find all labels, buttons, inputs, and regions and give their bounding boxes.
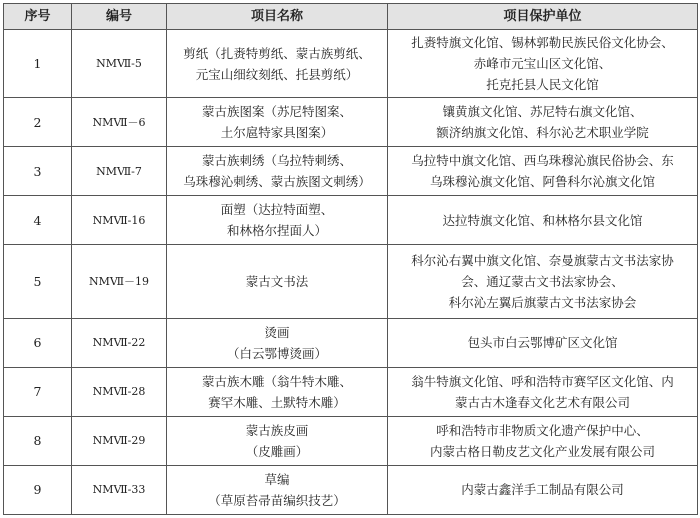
- cell-unit: [388, 245, 698, 319]
- table-row: [4, 318, 698, 367]
- cell-code: NMⅦ-7: [72, 147, 167, 196]
- unit-line: 额济纳旗文化馆、科尔沁艺术职业学院: [436, 125, 649, 141]
- cell-name: [167, 98, 388, 147]
- cell-code: NMⅦ-29: [72, 416, 167, 465]
- name-line: 面塑（达拉特面塑、: [220, 202, 334, 218]
- unit-line: 达拉特旗文化馆、和林格尔县文化馆: [442, 212, 643, 228]
- cell-seq: 5: [4, 245, 72, 319]
- cell-unit: [388, 98, 698, 147]
- name-line: 和林格尔捏面人）: [226, 223, 327, 239]
- name-line: （白云鄂博烫画）: [226, 345, 327, 361]
- cell-unit: [388, 30, 698, 98]
- name-line: 蒙古族木雕（翁牛特木雕、: [201, 373, 352, 389]
- name-line: （皮雕画）: [245, 443, 309, 459]
- cell-code: NMⅦ-33: [72, 465, 167, 514]
- unit-line: 乌拉特中旗文化馆、西乌珠穆沁旗民俗协会、东: [411, 153, 674, 169]
- table-row: [4, 98, 698, 147]
- cell-seq: 6: [4, 318, 72, 367]
- table-row: [4, 245, 698, 319]
- header-seq: 序号: [4, 4, 72, 30]
- cell-code: NMⅦ－19: [72, 245, 167, 319]
- cell-unit: [388, 147, 698, 196]
- name-line: 乌珠穆沁刺绣、蒙古族图文刺绣）: [183, 174, 371, 190]
- cell-name: [167, 416, 388, 465]
- unit-line: 内蒙古格日勒皮艺文化产业发展有限公司: [429, 443, 655, 459]
- heritage-table: [3, 3, 698, 515]
- name-line: 草编: [264, 471, 290, 487]
- cell-name: [167, 30, 388, 98]
- cell-seq: 2: [4, 98, 72, 147]
- header-unit: 项目保护单位: [388, 4, 698, 30]
- cell-seq: 8: [4, 416, 72, 465]
- table-row: [4, 196, 698, 245]
- cell-name: [167, 367, 388, 416]
- name-line: 元宝山细纹刻纸、托县剪纸）: [195, 66, 359, 82]
- name-line: 赛罕木雕、土默特木雕）: [208, 394, 346, 410]
- cell-code: NMⅦ－6: [72, 98, 167, 147]
- header-row: [4, 4, 698, 30]
- unit-line: 内蒙古鑫洋手工制品有限公司: [461, 482, 624, 498]
- cell-unit: [388, 196, 698, 245]
- cell-unit: [388, 416, 698, 465]
- name-line: 土尔扈特家具图案）: [220, 125, 334, 141]
- name-line: 蒙古族刺绣（乌拉特刺绣、: [201, 153, 352, 169]
- table-row: [4, 465, 698, 514]
- cell-code: NMⅦ-28: [72, 367, 167, 416]
- name-line: （草原苔帚苗编织技艺）: [208, 492, 346, 508]
- cell-seq: 4: [4, 196, 72, 245]
- cell-seq: 3: [4, 147, 72, 196]
- unit-line: 托克托县人民文化馆: [486, 77, 599, 93]
- table-row: [4, 367, 698, 416]
- unit-line: 科尔沁右翼中旗文化馆、奈曼旗蒙古文书法家协: [411, 253, 674, 269]
- header-name: 项目名称: [167, 4, 388, 30]
- cell-seq: 1: [4, 30, 72, 98]
- name-line: 烫画: [264, 324, 290, 340]
- cell-code: NMⅦ-16: [72, 196, 167, 245]
- name-line: 蒙古族皮画: [245, 422, 309, 438]
- unit-line: 蒙古古木逢春文化艺术有限公司: [454, 394, 630, 410]
- cell-name: [167, 196, 388, 245]
- cell-code: NMⅦ-5: [72, 30, 167, 98]
- header-code: 编号: [72, 4, 167, 30]
- unit-line: 镶黄旗文化馆、苏尼特右旗文化馆、: [442, 104, 643, 120]
- table-row: [4, 416, 698, 465]
- table-row: [4, 147, 698, 196]
- unit-line: 科尔沁左翼后旗蒙古文书法家协会: [448, 295, 637, 311]
- cell-seq: 7: [4, 367, 72, 416]
- unit-line: 赤峰市元宝山区文化馆、: [473, 56, 612, 72]
- name-line: 蒙古族图案（苏尼特图案、: [201, 104, 352, 120]
- cell-name: [167, 318, 388, 367]
- cell-name: [167, 147, 388, 196]
- cell-name: [167, 465, 388, 514]
- unit-line: 扎赉特旗文化馆、锡林郭勒民族民俗文化协会、: [411, 35, 674, 51]
- table-row: [4, 30, 698, 98]
- cell-unit: [388, 367, 698, 416]
- name-line: 剪纸（扎赉特剪纸、蒙古族剪纸、: [183, 45, 371, 61]
- unit-line: 乌珠穆沁旗文化馆、阿鲁科尔沁旗文化馆: [429, 174, 655, 190]
- unit-line: 呼和浩特市非物质文化遗产保护中心、: [436, 422, 649, 438]
- cell-unit: [388, 465, 698, 514]
- name-line: 蒙古文书法: [245, 274, 309, 290]
- unit-line: 翁牛特旗文化馆、呼和浩特市赛罕区文化馆、内: [411, 373, 674, 389]
- cell-code: NMⅦ-22: [72, 318, 167, 367]
- cell-unit: [388, 318, 698, 367]
- cell-seq: 9: [4, 465, 72, 514]
- unit-line: 包头市白云鄂博矿区文化馆: [467, 335, 618, 351]
- unit-line: 会、通辽蒙古文书法家协会、: [461, 274, 624, 290]
- cell-name: [167, 245, 388, 319]
